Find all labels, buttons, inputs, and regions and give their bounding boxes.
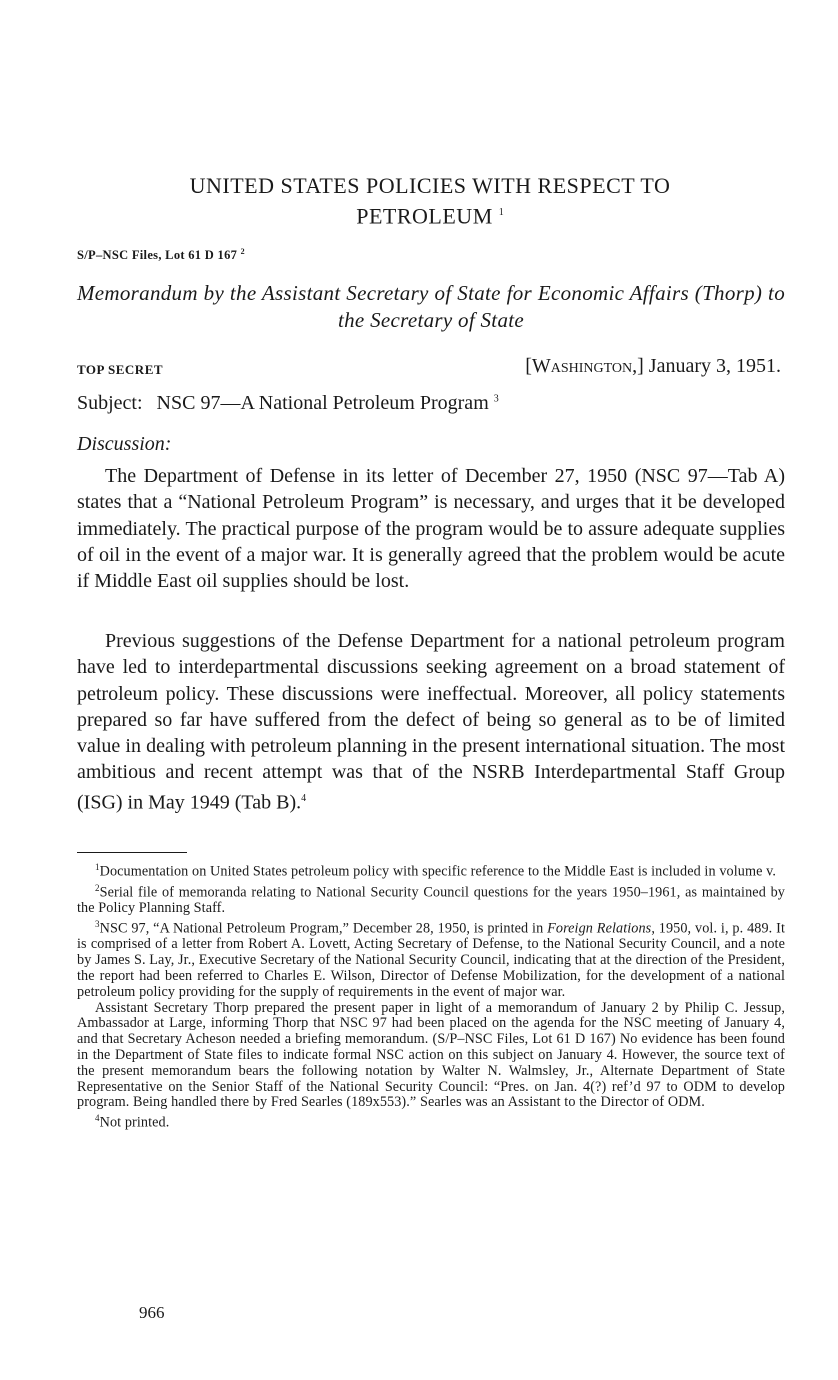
memo-heading: Memorandum by the Assistant Secretary of State for Economic Affairs (Thorp) to the Secretary of State [77, 281, 785, 332]
dateline [525, 355, 781, 378]
dateline-place: [Washington,] [525, 355, 644, 377]
footnote-3-pre: NSC 97, “A National Petroleum Program,” December 28, 1950, is printed in [99, 920, 548, 937]
subject-footnote-ref: 3 [493, 393, 499, 405]
title-line-2-text: PETROLEUM [356, 203, 493, 229]
footnote-4 [77, 1111, 785, 1132]
footnote-4-text: Not printed. [99, 1114, 170, 1131]
title-footnote-ref: 1 [498, 207, 504, 218]
footnote-1-text: Documentation on United States petroleum policy with specific reference to the Middle East is included in volume v. [99, 863, 777, 880]
discussion-label: Discussion: [77, 433, 172, 455]
footnote-2-text: Serial file of memoranda relating to National Security Council questions for the years 1950–1961, as maintained by the Policy Planning Staff. [77, 884, 785, 917]
source-citation-text: S/P–NSC Files, Lot 61 D 167 [77, 248, 238, 263]
paragraph-footnote-ref: 4 [301, 792, 307, 804]
footnote-3-post: , 1950, vol. i, p. 489. It is comprised of a letter from Robert A. Lovett, Acting Secretary of Defense, to the National Security Council, and a note by James S. Lay, Jr., Executive Secretary of the National Security Council, indicating that at the direction of the President, the report had been referred to Charles E. Wilson, Director of Defense Mobilization, for the development of a national petroleum policy providing for the supply of requirements in the event of major war. [77, 920, 785, 1000]
footnote-1 [77, 860, 785, 881]
source-citation [77, 247, 245, 263]
title-line-1: UNITED STATES POLICIES WITH RESPECT TO [189, 173, 671, 198]
body-paragraph-1: The Department of Defense in its letter of December 27, 1950 (NSC 97—Tab A) states that a “National Petroleum Program” is necessary, and urges that it be developed immediately. The practical purpose of the program would be to assure adequate supplies of oil in the event of a major war. It is generally agreed that the problem would be acute if Middle East oil supplies should be lost. [77, 465, 785, 593]
footnote-2-number: 2 [95, 882, 100, 893]
subject-label: Subject: [77, 392, 143, 414]
footnote-divider [77, 852, 187, 853]
dateline-date: January 3, 1951. [648, 355, 781, 377]
footnote-2 [77, 881, 785, 917]
page-number: 966 [139, 1303, 165, 1322]
footnote-3-number: 3 [95, 918, 100, 929]
classification-marking: TOP SECRET [77, 362, 164, 377]
footnote-4-number: 4 [95, 1113, 100, 1124]
subject-text: NSC 97—A National Petroleum Program [156, 392, 489, 414]
footnote-3 [77, 917, 785, 1001]
footnote-3-continuation: Assistant Secretary Thorp prepared the present paper in light of a memorandum of January 2 by Philip C. Jessup, Ambassador at Large, informing Thorp that NSC 97 had been placed on the agenda for the NSC meeting of January 4, and that Secretary Acheson needed a briefing memorandum. (S/P–NSC Files, Lot 61 D 167) No evidence has been found in the Department of State files to indicate formal NSC action on this subject on January 4. However, the source text of the present memorandum bears the following notation by Walter N. Walmsley, Jr., Alternate Department of State Representative on the Senior Staff of the National Security Council: “Pres. on Jan. 4(?) ref’d 97 to ODM to develop program. Being handled there by Fred Searles (189x553).” Searles was an Assistant to the Director of ODM. [77, 999, 785, 1111]
footnotes [77, 860, 785, 1132]
footnote-1-number: 1 [95, 862, 100, 872]
subject-line [77, 392, 499, 415]
body-paragraph-2 [77, 628, 785, 816]
document-title [80, 172, 780, 229]
source-footnote-ref: 2 [240, 247, 245, 256]
body-paragraph-2-text: Previous suggestions of the Defense Department for a national petroleum program have led to interdepartmental discussions seeking agreement on a broad statement of petroleum policy. These discussions were ineffectual. Moreover, all policy statements prepared so far have suffered from the defect of being so general as to be of limited value in dealing with petroleum planning in the present international situation. The most ambitious and recent attempt was that of the NSRB Interdepartmental Staff Group (ISG) in May 1949 (Tab B). [77, 630, 785, 814]
footnote-3-italic: Foreign Relations [547, 920, 652, 937]
title-line-2 [80, 199, 780, 229]
